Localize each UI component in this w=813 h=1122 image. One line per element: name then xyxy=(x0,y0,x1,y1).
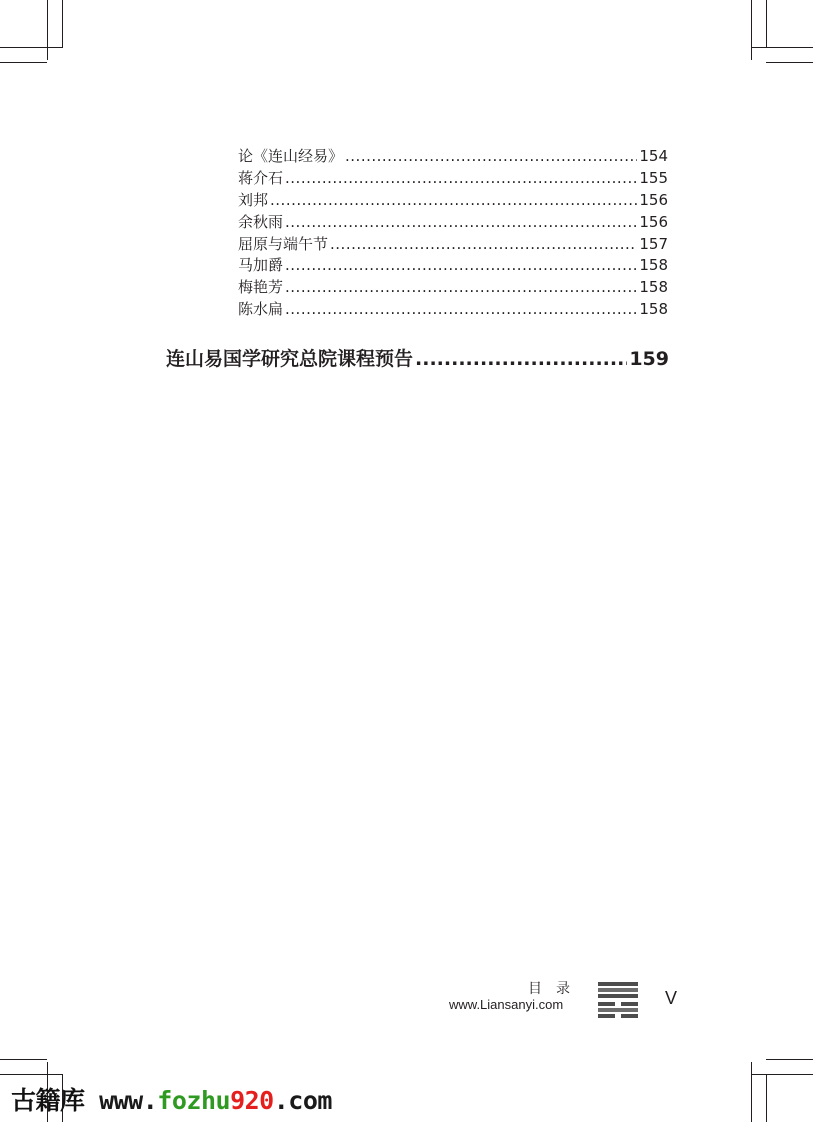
toc-dot-leader xyxy=(285,212,637,234)
toc-entry-page: 158 xyxy=(639,300,668,319)
footer-section-label: 目录 xyxy=(528,981,584,997)
toc-main-title: 连山易国学研究总院课程预告 xyxy=(166,348,414,370)
crop-mark-bottom-left-h xyxy=(0,1074,62,1075)
crop-mark-bottom-right-v xyxy=(751,1062,752,1122)
toc-entry[interactable] xyxy=(238,277,668,299)
toc-main-page: 159 xyxy=(629,348,669,370)
toc-entry-page: 158 xyxy=(639,278,668,297)
toc-entry-page: 154 xyxy=(639,147,668,165)
toc-entry[interactable] xyxy=(238,255,668,277)
crop-mark-top-left-v xyxy=(47,0,48,60)
site-watermark[interactable] xyxy=(11,1081,332,1117)
toc-dot-leader xyxy=(415,345,627,373)
crop-mark-top-right-v2 xyxy=(766,0,767,48)
toc-dot-leader xyxy=(330,234,637,256)
toc-entry-page: 156 xyxy=(639,190,668,209)
toc-list xyxy=(238,146,668,321)
toc-entry-title: 论《连山经易》 xyxy=(238,147,344,165)
toc-entry[interactable] xyxy=(238,146,668,168)
crop-mark-top-right-v xyxy=(751,0,752,60)
toc-entry[interactable] xyxy=(238,234,668,256)
toc-entry-page: 156 xyxy=(639,212,668,231)
toc-dot-leader xyxy=(285,299,637,321)
toc-entry-page: 158 xyxy=(639,256,668,275)
toc-entry-title: 屈原与端午节 xyxy=(238,234,329,253)
toc-entry-title: 余秋雨 xyxy=(238,212,284,231)
crop-mark-bottom-left-h2 xyxy=(0,1059,47,1060)
toc-entry[interactable] xyxy=(238,212,668,234)
crop-mark-bottom-right-h2 xyxy=(766,1059,813,1060)
toc-main-entry[interactable] xyxy=(166,345,669,373)
watermark-prefix: 古籍库 xyxy=(11,1086,85,1115)
crop-mark-bottom-right-h xyxy=(751,1074,813,1075)
watermark-url-tld: .com xyxy=(273,1086,332,1115)
toc-entry-page: 155 xyxy=(639,168,668,187)
toc-entry-title: 蒋介石 xyxy=(238,168,284,187)
toc-dot-leader xyxy=(345,146,637,168)
toc-dot-leader xyxy=(285,168,637,190)
watermark-url-www: www. xyxy=(99,1086,158,1115)
crop-mark-top-right-h xyxy=(751,47,813,48)
watermark-url-name: fozhu xyxy=(157,1086,231,1115)
toc-entry-title: 陈水扁 xyxy=(238,300,284,319)
toc-entry[interactable] xyxy=(238,299,668,321)
crop-mark-bottom-right-v2 xyxy=(766,1074,767,1122)
crop-mark-top-right-h2 xyxy=(766,62,813,63)
toc-entry[interactable] xyxy=(238,190,668,212)
toc-dot-leader xyxy=(270,190,637,212)
crop-mark-top-left-v2 xyxy=(62,0,63,48)
page-number: V xyxy=(665,988,678,1008)
toc-entry-page: 157 xyxy=(639,234,668,253)
crop-mark-top-left-h2 xyxy=(0,62,47,63)
toc-entry[interactable] xyxy=(238,168,668,190)
toc-entry-title: 刘邦 xyxy=(238,190,269,209)
footer-website: www.Liansanyi.com xyxy=(449,997,564,1012)
toc-dot-leader xyxy=(285,255,637,277)
toc-entry-title: 梅艳芳 xyxy=(238,278,284,297)
crop-mark-top-left-h xyxy=(0,47,62,48)
lianshan-seal-logo xyxy=(598,982,638,1018)
watermark-url-number: 920 xyxy=(230,1086,274,1115)
toc-dot-leader xyxy=(285,277,637,299)
toc-entry-title: 马加爵 xyxy=(238,256,284,275)
